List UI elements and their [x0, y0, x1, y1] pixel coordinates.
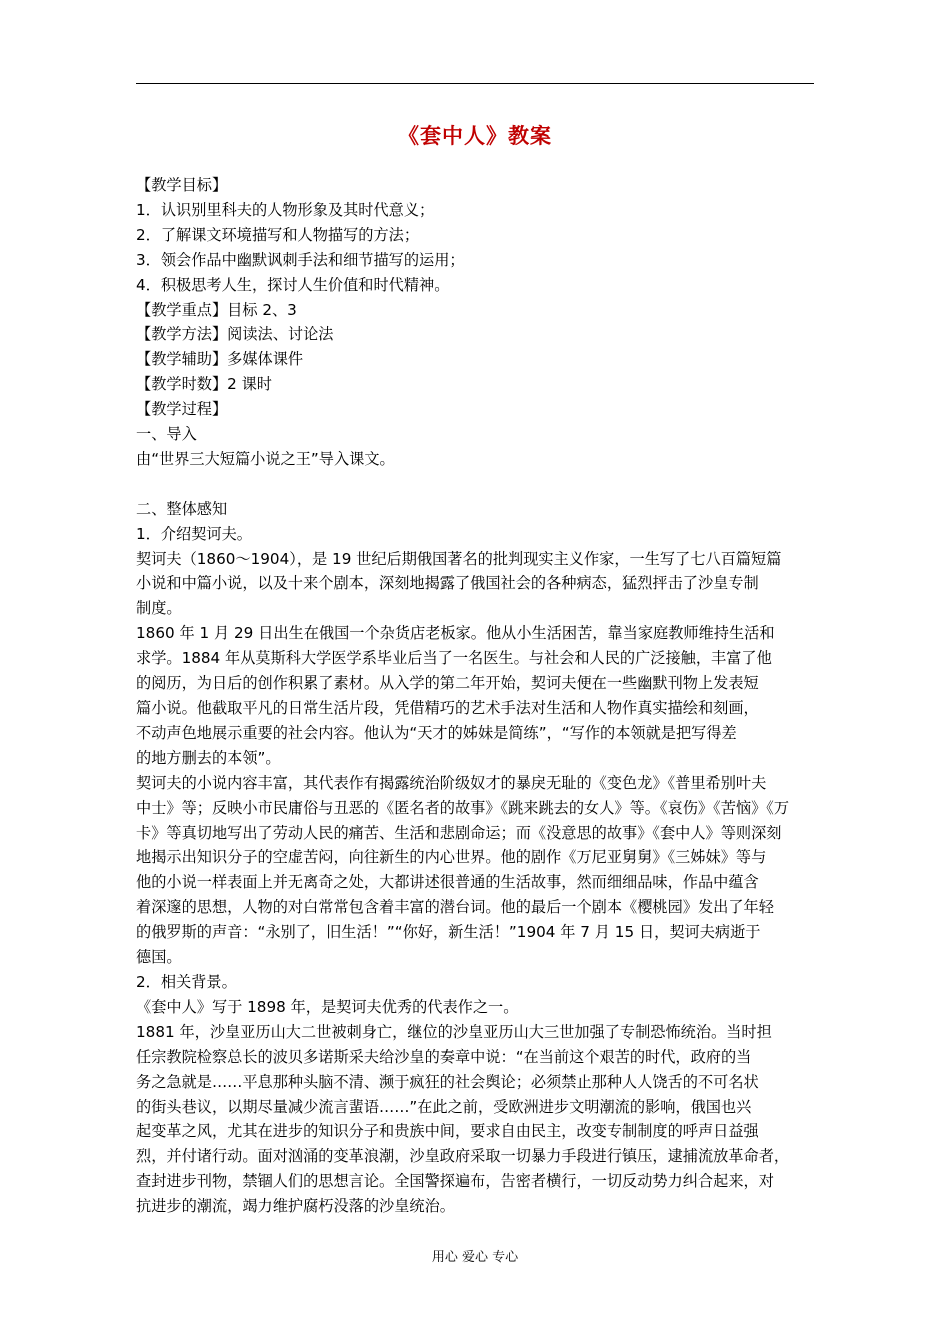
text-line: 1860 年 1 月 29 日出生在俄国一个杂货店老板家。他从小生活困苦，靠当家庭教师维持生活和 — [136, 624, 775, 643]
text-line: 《套中人》写于 1898 年，是契诃夫优秀的代表作之一。 — [136, 997, 519, 1016]
text-line: 制度。 — [136, 599, 182, 618]
text-line: 【教学辅助】多媒体课件 — [136, 350, 304, 369]
text-line: 的街头巷议，以期尽量减少流言蜚语……”在此之前，受欧洲进步文明潮流的影响，俄国也兴 — [136, 1097, 752, 1116]
text-line: 【教学方法】阅读法、讨论法 — [136, 325, 334, 344]
blank-line — [136, 472, 816, 497]
text-line: 3．领会作品中幽默讽刺手法和细节描写的运用； — [136, 250, 465, 269]
text-line: 1．认识别里科夫的人物形象及其时代意义； — [136, 200, 435, 219]
text-line: 由“世界三大短篇小说之王”导入课文。 — [136, 449, 395, 468]
text-line: 的阅历，为日后的创作积累了素材。从入学的第二年开始，契诃夫便在一些幽默刊物上发表短 — [136, 674, 759, 693]
text-line: 契诃夫（1860～1904），是 19 世纪后期俄国著名的批判现实主义作家，一生写了七八百篇短篇 — [136, 549, 782, 568]
text-line: 起变革之风，尤其在进步的知识分子和贵族中间，要求自由民主，改变专制制度的呼声日益强 — [136, 1122, 759, 1141]
text-line: 的俄罗斯的声音：“永别了，旧生活！”“你好，新生活！”1904 年 7 月 15 日，契诃夫病逝于 — [136, 923, 761, 942]
text-line: 4．积极思考人生，探讨人生价值和时代精神。 — [136, 275, 450, 294]
text-line: 【教学过程】 — [136, 400, 228, 419]
text-line: 【教学目标】 — [136, 176, 228, 194]
text-line: 1881 年，沙皇亚历山大二世被刺身亡，继位的沙皇亚历山大三世加强了专制恐怖统治。当时担 — [136, 1022, 772, 1041]
text-line: 抗进步的潮流，竭力维护腐朽没落的沙皇统治。 — [136, 1197, 455, 1216]
document-body — [136, 173, 816, 1219]
text-line: 查封进步刊物，禁锢人们的思想言论。全国警探遍布，告密者横行，一切反动势力纠合起来，对 — [136, 1172, 774, 1191]
text-line: 务之急就是……平息那种头脑不清、濒于疯狂的社会舆论；必须禁止那种人人饶舌的不可名状 — [136, 1072, 759, 1091]
text-line: 1．介绍契诃夫。 — [136, 524, 252, 543]
page-footer: 用心 爱心 专心 — [431, 1250, 519, 1265]
text-line: 2．相关背景。 — [136, 972, 237, 991]
header-rule — [136, 83, 814, 84]
text-line: 契诃夫的小说内容丰富，其代表作有揭露统治阶级奴才的暴戾无耻的《变色龙》《普里希别叶夫 — [136, 773, 767, 792]
text-line: 卡》等真切地写出了劳动人民的痛苦、生活和悲剧命运；而《没意思的故事》《套中人》等则深刻 — [136, 823, 782, 842]
text-line: 不动声色地展示重要的社会内容。他认为“天才的姊妹是简练”，“写作的本领就是把写得差 — [136, 723, 737, 742]
text-line: 德国。 — [136, 948, 182, 967]
text-line: 二、整体感知 — [136, 499, 228, 518]
text-line: 他的小说一样表面上并无离奇之处，大都讲述很普通的生活故事，然而细细品味，作品中蕴含 — [136, 873, 759, 892]
text-line: 中士》等；反映小市民庸俗与丑恶的《匿名者的故事》《跳来跳去的女人》等。《哀伤》《苦恼》《万 — [136, 798, 790, 817]
text-line: 任宗教院检察总长的波贝多诺斯采夫给沙皇的奏章中说：“在当前这个艰苦的时代，政府的当 — [136, 1047, 752, 1066]
text-line: 【教学重点】目标 2、3 — [136, 300, 297, 319]
text-line: 【教学时数】2 课时 — [136, 375, 272, 394]
text-line: 地揭示出知识分子的空虚苦闷，向往新生的内心世界。他的剧作《万尼亚舅舅》《三姊妹》等与 — [136, 848, 767, 867]
text-line: 烈，并付诸行动。面对汹涌的变革浪潮，沙皇政府采取一切暴力手段进行镇压，逮捕流放革命者， — [136, 1147, 790, 1166]
text-line: 小说和中篇小说，以及十来个剧本，深刻地揭露了俄国社会的各种病态，猛烈抨击了沙皇专制 — [136, 574, 759, 593]
document-title: 《套中人》教案 — [398, 124, 552, 148]
text-line: 一、导入 — [136, 425, 197, 444]
text-line: 篇小说。他截取平凡的日常生活片段，凭借精巧的艺术手法对生活和人物作真实描绘和刻画， — [136, 699, 759, 718]
text-line: 2．了解课文环境描写和人物描写的方法； — [136, 225, 420, 244]
text-line: 的地方删去的本领”。 — [136, 748, 281, 767]
text-line: 着深邃的思想，人物的对白常常包含着丰富的潜台词。他的最后一个剧本《樱桃园》发出了年轻 — [136, 898, 774, 917]
text-line: 求学。1884 年从莫斯科大学医学系毕业后当了一名医生。与社会和人民的广泛接触，丰富了他 — [136, 649, 772, 668]
